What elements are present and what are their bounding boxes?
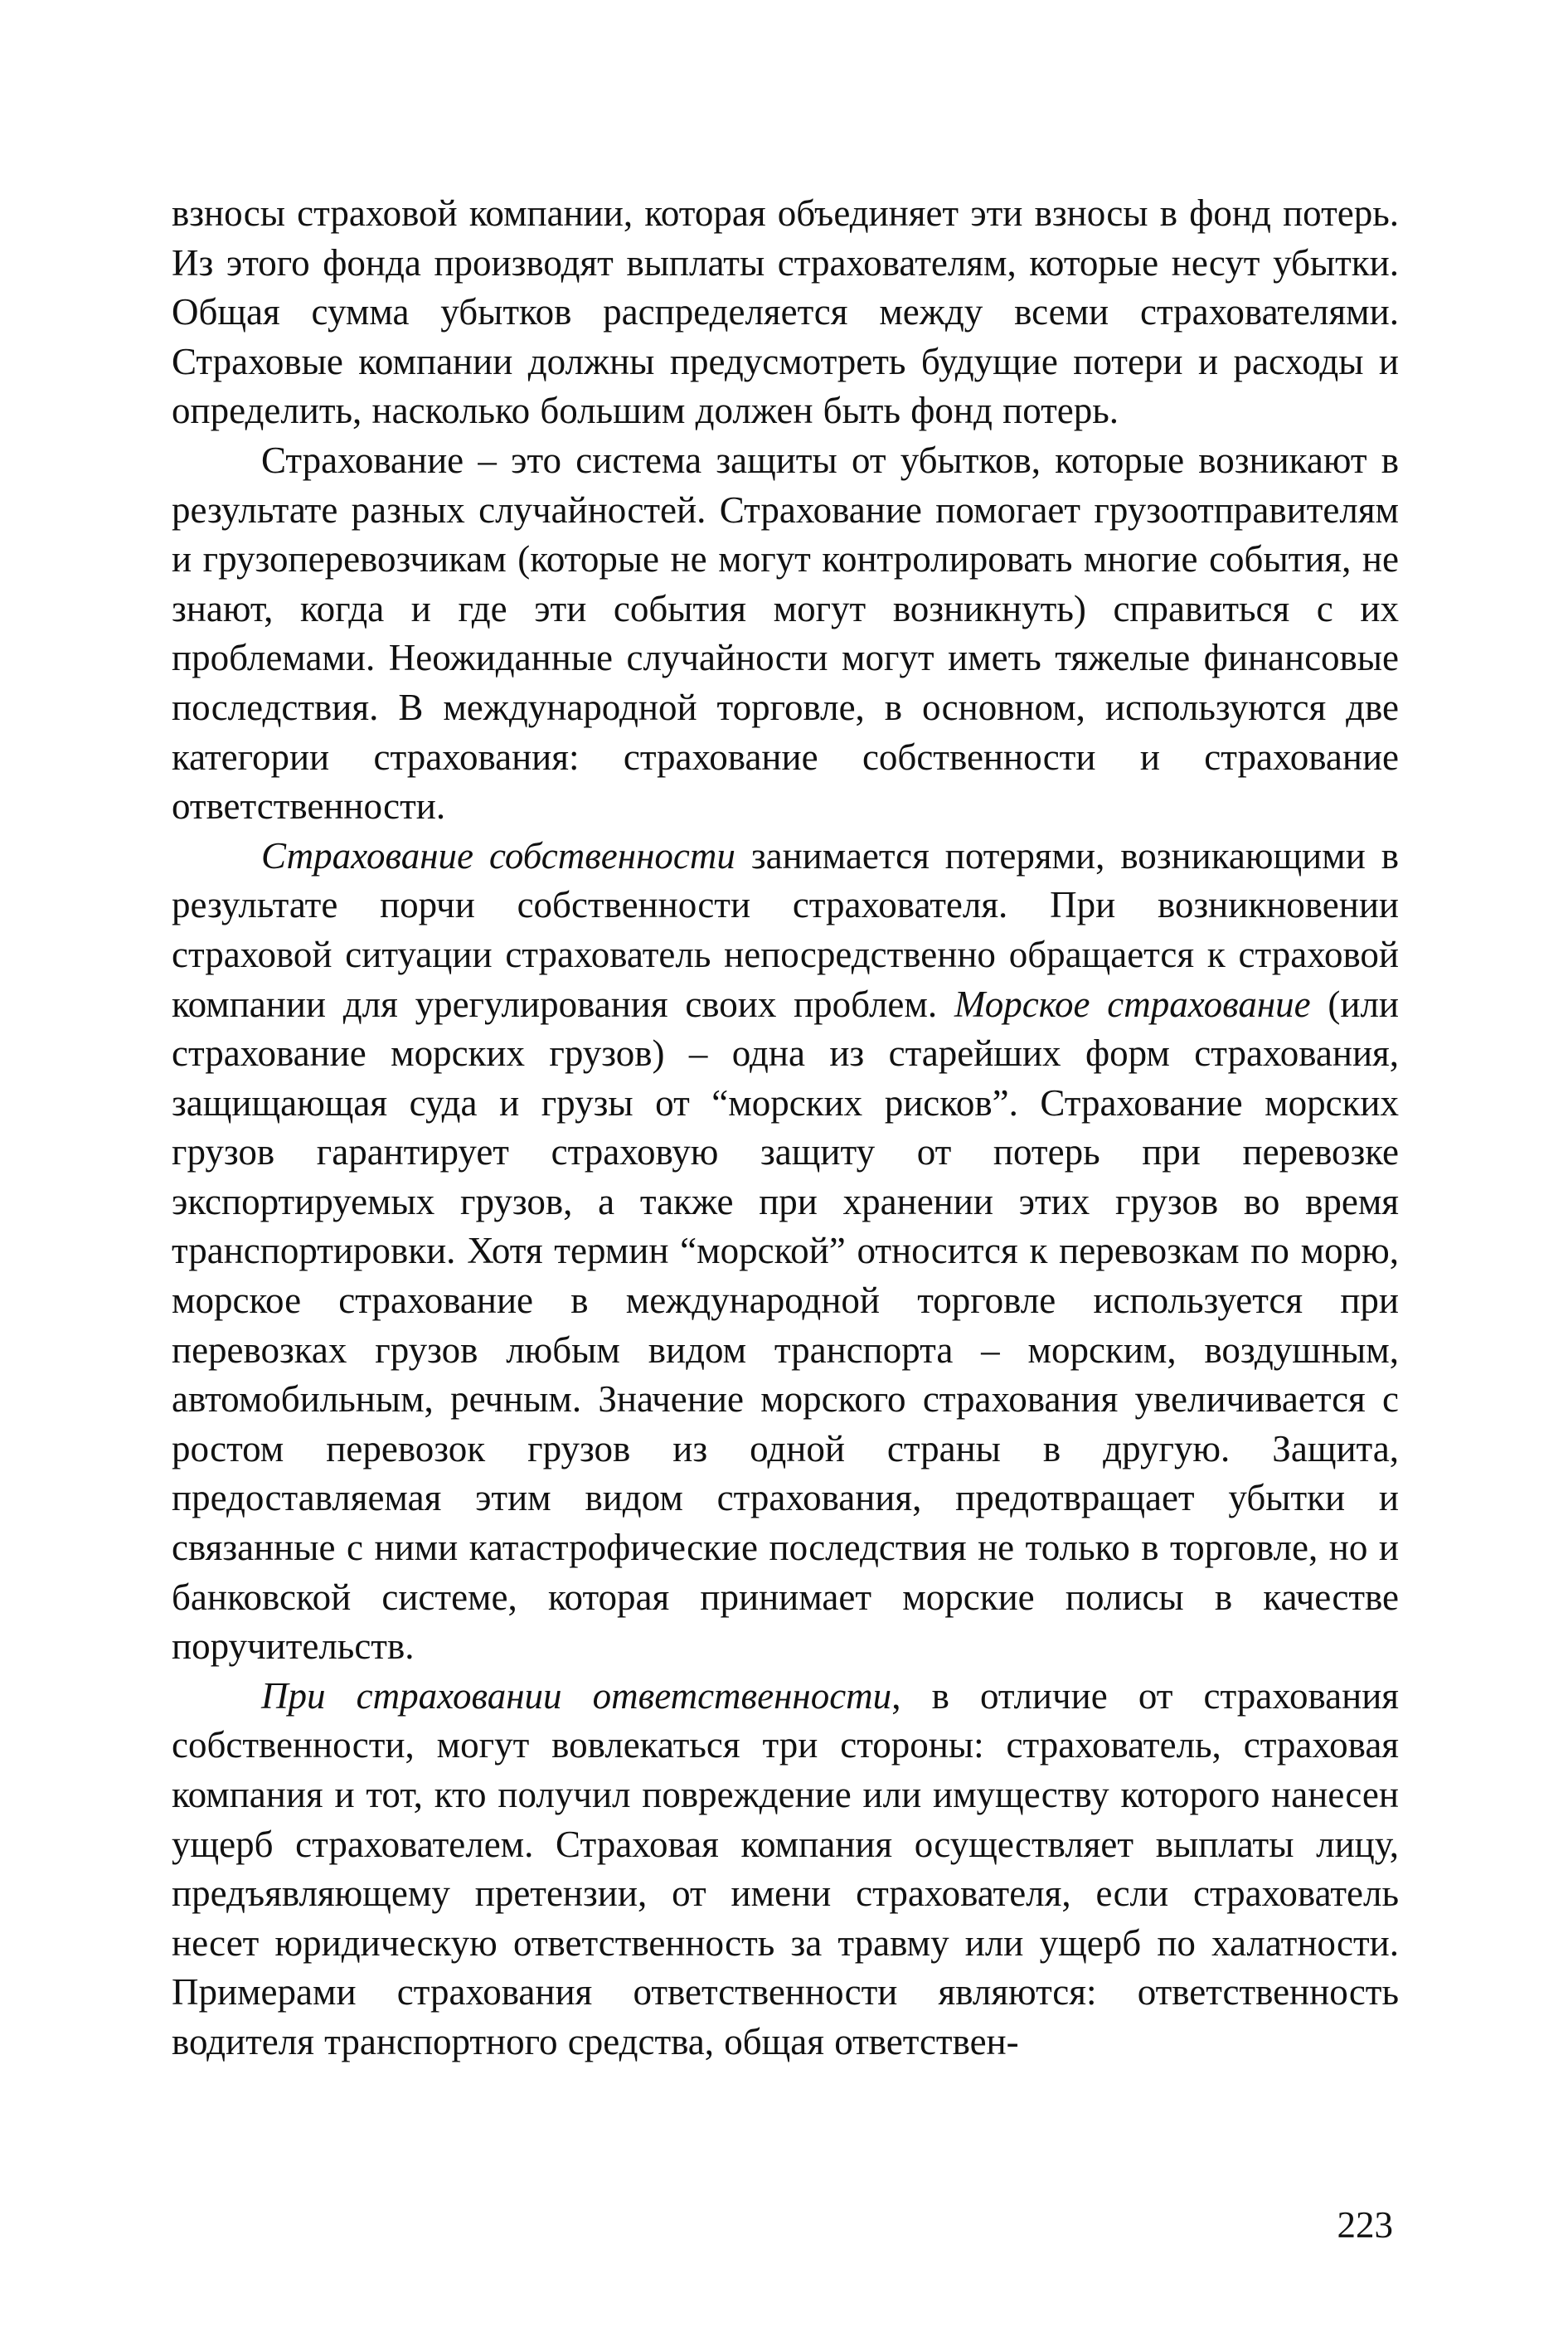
italic-term-property-insurance: Страхование собственности bbox=[261, 834, 735, 877]
paragraph-text: (или страхование морских грузов) – одна из старейших форм страхования, защищающая суда и грузы от “морских рисков”. Страхование морских грузов гарантирует страховую защиту от потерь при перевозке экспортируемых грузов, а также при хранении этих грузов во время транспортировки. Хотя термин “морской” относится к перевозкам по морю, морское страхование в международной торговле используется при перевозках грузов любым видом транспорта – морским, воздушным, автомобильным, речным. Значение морского страхования увеличивается с ростом перевозок грузов из одной страны в другую. Защита, предоставляемая этим видом страхования, предотвращает убытки и связанные с ними катастрофические последствия не только в торговле, но и банковской системе, которая принимает морские полисы в качестве поручительств. bbox=[172, 983, 1399, 1668]
page-number: 223 bbox=[1337, 2204, 1393, 2246]
paragraph-insurance-definition bbox=[172, 436, 1399, 832]
paragraph-text: занимается потерями, возникающими в результате порчи собственности страхователя. При возникновении страховой ситуации страхователь непосредственно обращается к страховой компании для урегулирования своих проблем. bbox=[172, 834, 1399, 1025]
paragraph-contributions-loss-fund bbox=[172, 189, 1399, 436]
body-text bbox=[172, 189, 1399, 2067]
paragraph-property-insurance bbox=[172, 832, 1399, 1672]
paragraph-text: взносы страховой компании, которая объединяет эти взносы в фонд потерь. Из этого фонда производят выплаты страхователям, которые несут убытки. Общая сумма убытков распределяется между всеми страхователями. Страховые компании должны предусмотреть будущие потери и расходы и определить, насколько большим должен быть фонд потерь. bbox=[172, 192, 1399, 432]
paragraph-liability-insurance bbox=[172, 1672, 1399, 2067]
paragraph-text: , в отличие от страхования собственности, могут вовлекаться три стороны: страхователь, страховая компания и тот, кто получил повреждение или имуществу которого нанесен ущерб страхователем. Страховая компания осуществляет выплаты лицу, предъявляющему претензии, от имени страхователя, если страхователь несет юридическую ответственность за травму или ущерб по халатности. Примерами страхования ответственности являются: ответственность водителя транспортного средства, общая ответствен- bbox=[172, 1674, 1399, 2062]
italic-term-marine-insurance: Морское страхование bbox=[954, 983, 1311, 1025]
paragraph-text: Страхование – это система защиты от убытков, которые возникают в результате разных случайностей. Страхование помогает грузоотправителям и грузоперевозчикам (которые не могут контролировать многие события, не знают, когда и где эти события могут возникнуть) справиться с их проблемами. Неожиданные случайности могут иметь тяжелые финансовые последствия. В международной торговле, в основном, используются две категории страхования: страхование собственности и страхование ответственности. bbox=[172, 439, 1399, 828]
italic-term-liability-insurance: При страховании ответственности bbox=[261, 1674, 892, 1717]
